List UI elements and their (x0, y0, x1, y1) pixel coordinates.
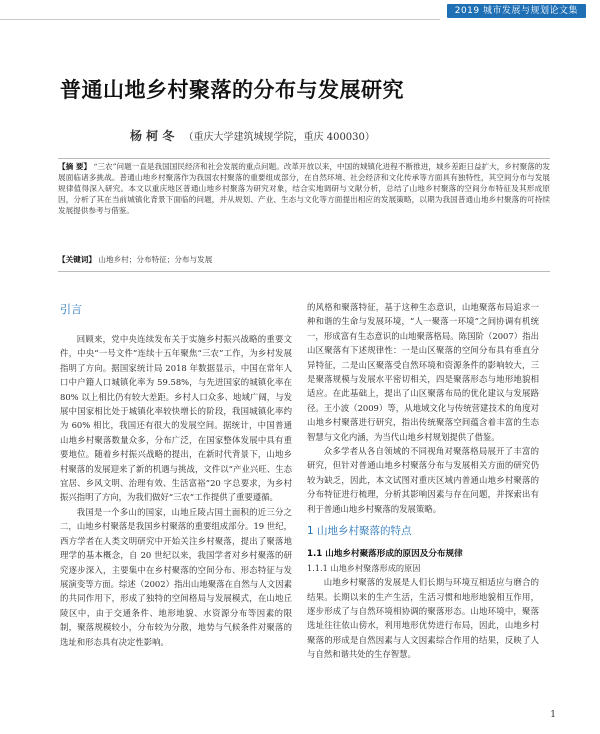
author-line (130, 127, 530, 144)
section-1-heading: 1 山地乡村聚落的特点 (307, 525, 412, 538)
author-affiliation: （重庆大学建筑城规学院，重庆 400030） (183, 132, 375, 143)
intro-heading: 引言 (60, 303, 82, 316)
section-1-1-1-heading: 1.1.1 山地乡村聚落形成的原因 (307, 563, 421, 574)
page-number: 1 (550, 710, 556, 720)
section-1-1-heading: 1.1 山地乡村聚落形成的原因及分布规律 (307, 549, 463, 560)
keywords-text: 山地乡村；分布特征；分布与发展 (98, 255, 213, 264)
intro-paragraph-2: 我国是一个多山的国家，山地丘陵占国土面积的近三分之二，山地乡村聚落是我国乡村聚落的重要组成部分。19 世纪，西方学者在人类文明研究中开始关注乡村聚落，提出了聚落地理学的基本概念，自 20 世纪以来，我国学者对乡村聚落的研究逐步深入，主要集中在乡村聚落的空间分布、形态特征与发展演变等方面。综述（2002）指出山地聚落在自然与人文因素的共同作用下，形成了独特的空间格局与发展模式，在山地丘陵区中，由于交通条件、地形地貌、水资源分布等因素的限制，聚落规模较小，分布较为分散，地势与气候条件对聚落的选址和形态具有决定性影响。 (60, 506, 292, 647)
abstract-label: 【摘 要】 (58, 162, 92, 171)
intro-paragraph-1: 回顾来，党中央连续发布关于实施乡村振兴战略的重要文件，中央“一号文件”连续十五年聚焦“三农”工作，为乡村发展指明了方向。据国家统计局 2018 年数据显示，中国在常年人口中户籍人口城镇化率为 59.58%，与先进国家的城镇化率在 80% 以上相比仍有较大差距。乡村人口众多、地域广阔，与发展中国家相比处于城镇化率较快增长的阶段，我国城镇化率约为 60% 相比，我国还有很大的发展空间。据统计，中国普通山地乡村聚落数量众多，分布广泛，在国家整体发展中具有重要地位。随着乡村振兴战略的提出，在新时代背景下，山地乡村聚落的发展迎来了新的机遇与挑战，文件以“产业兴旺、生态宜居、乡风文明、治理有效、生活富裕”20 字总要求，为乡村振兴指明了方向，为我们做好“三农”工作提供了重要遵循。 (60, 334, 292, 503)
keywords-label: 【关键词】 (58, 255, 96, 264)
right-paragraph-2: 众多学者从各自领域的不同视角对聚落格局展开了丰富的研究，但针对普通山地乡村聚落分布与发展相关方面的研究仍较为缺乏，因此，本文试图对重庆区域内普通山地乡村聚落的分布特征进行梳理，分析其影响因素与存在问题，并探索出有利于普通山地乡村聚落的发展策略。 (307, 446, 539, 514)
header-rule (0, 19, 440, 20)
right-column (307, 300, 539, 710)
right-paragraph-3: 山地乡村聚落的发展是人们长期与环境互相适应与磨合的结果。长期以来的生产生活，生活习惯和地形地貌相互作用，逐步形成了与自然环境相协调的聚落形态。山地环境中，聚落选址往往依山傍水，利用地形优势进行布局，因此，山地乡村聚落的形成是自然因素与人文因素综合作用的结果，反映了人与自然和谐共处的生存智慧。 (307, 577, 539, 660)
right-paragraph-1: 的风格和聚落特征，基于这种生态意识，山地聚落布局追求一种和谐的生命与发展环境，“人一聚落一环境”之间协调有机统一，形成富有生态意识的山地聚落格局。陈国阶（2007）指出山区聚落有下述规律性：一是山区聚落的空间分布具有垂直分异特征，二是山区聚落受自然环境和资源条件的影响较大，三是聚落规模与发展水平密切相关，四是聚落形态与地形地貌相适应。在此基础上，提出了山区聚落布局的优化建议与发展路径。王小波（2009）等，从地域文化与传统营建技术的角度对山地乡村聚落进行研究，指出传统聚落空间蕴含着丰富的生态智慧与文化内涵，为当代山地乡村规划提供了借鉴。 (307, 302, 539, 442)
keywords (58, 254, 550, 266)
abstract-text: “三农”问题一直是我国国民经济和社会发展的重点问题。改革开放以来，中国的城镇化进程不断推进，城乡差距日益扩大，乡村聚落的发展面临诸多挑战。普通山地乡村聚落作为我国农村聚落的重要组成部分，在自然环境、社会经济和文化传承等方面具有独特性，其空间分布与发展规律值得深入研究。本文以重庆地区普通山地乡村聚落为研究对象，结合实地调研与文献分析，总结了山地乡村聚落的空间分布特征及其形成原因，分析了其在当前城镇化背景下面临的问题，并从规划、产业、生态与文化等方面提出相应的发展策略，以期为我国普通山地乡村聚落的可持续发展提供参考与借鉴。 (58, 162, 550, 215)
article-title: 普通山地乡村聚落的分布与发展研究 (60, 78, 404, 102)
running-header (0, 0, 600, 22)
abstract (58, 161, 550, 216)
left-column (60, 300, 292, 710)
header-label: 2019 城市发展与规划论文集 (447, 4, 586, 18)
author-name: 杨 柯 冬 (130, 129, 175, 143)
